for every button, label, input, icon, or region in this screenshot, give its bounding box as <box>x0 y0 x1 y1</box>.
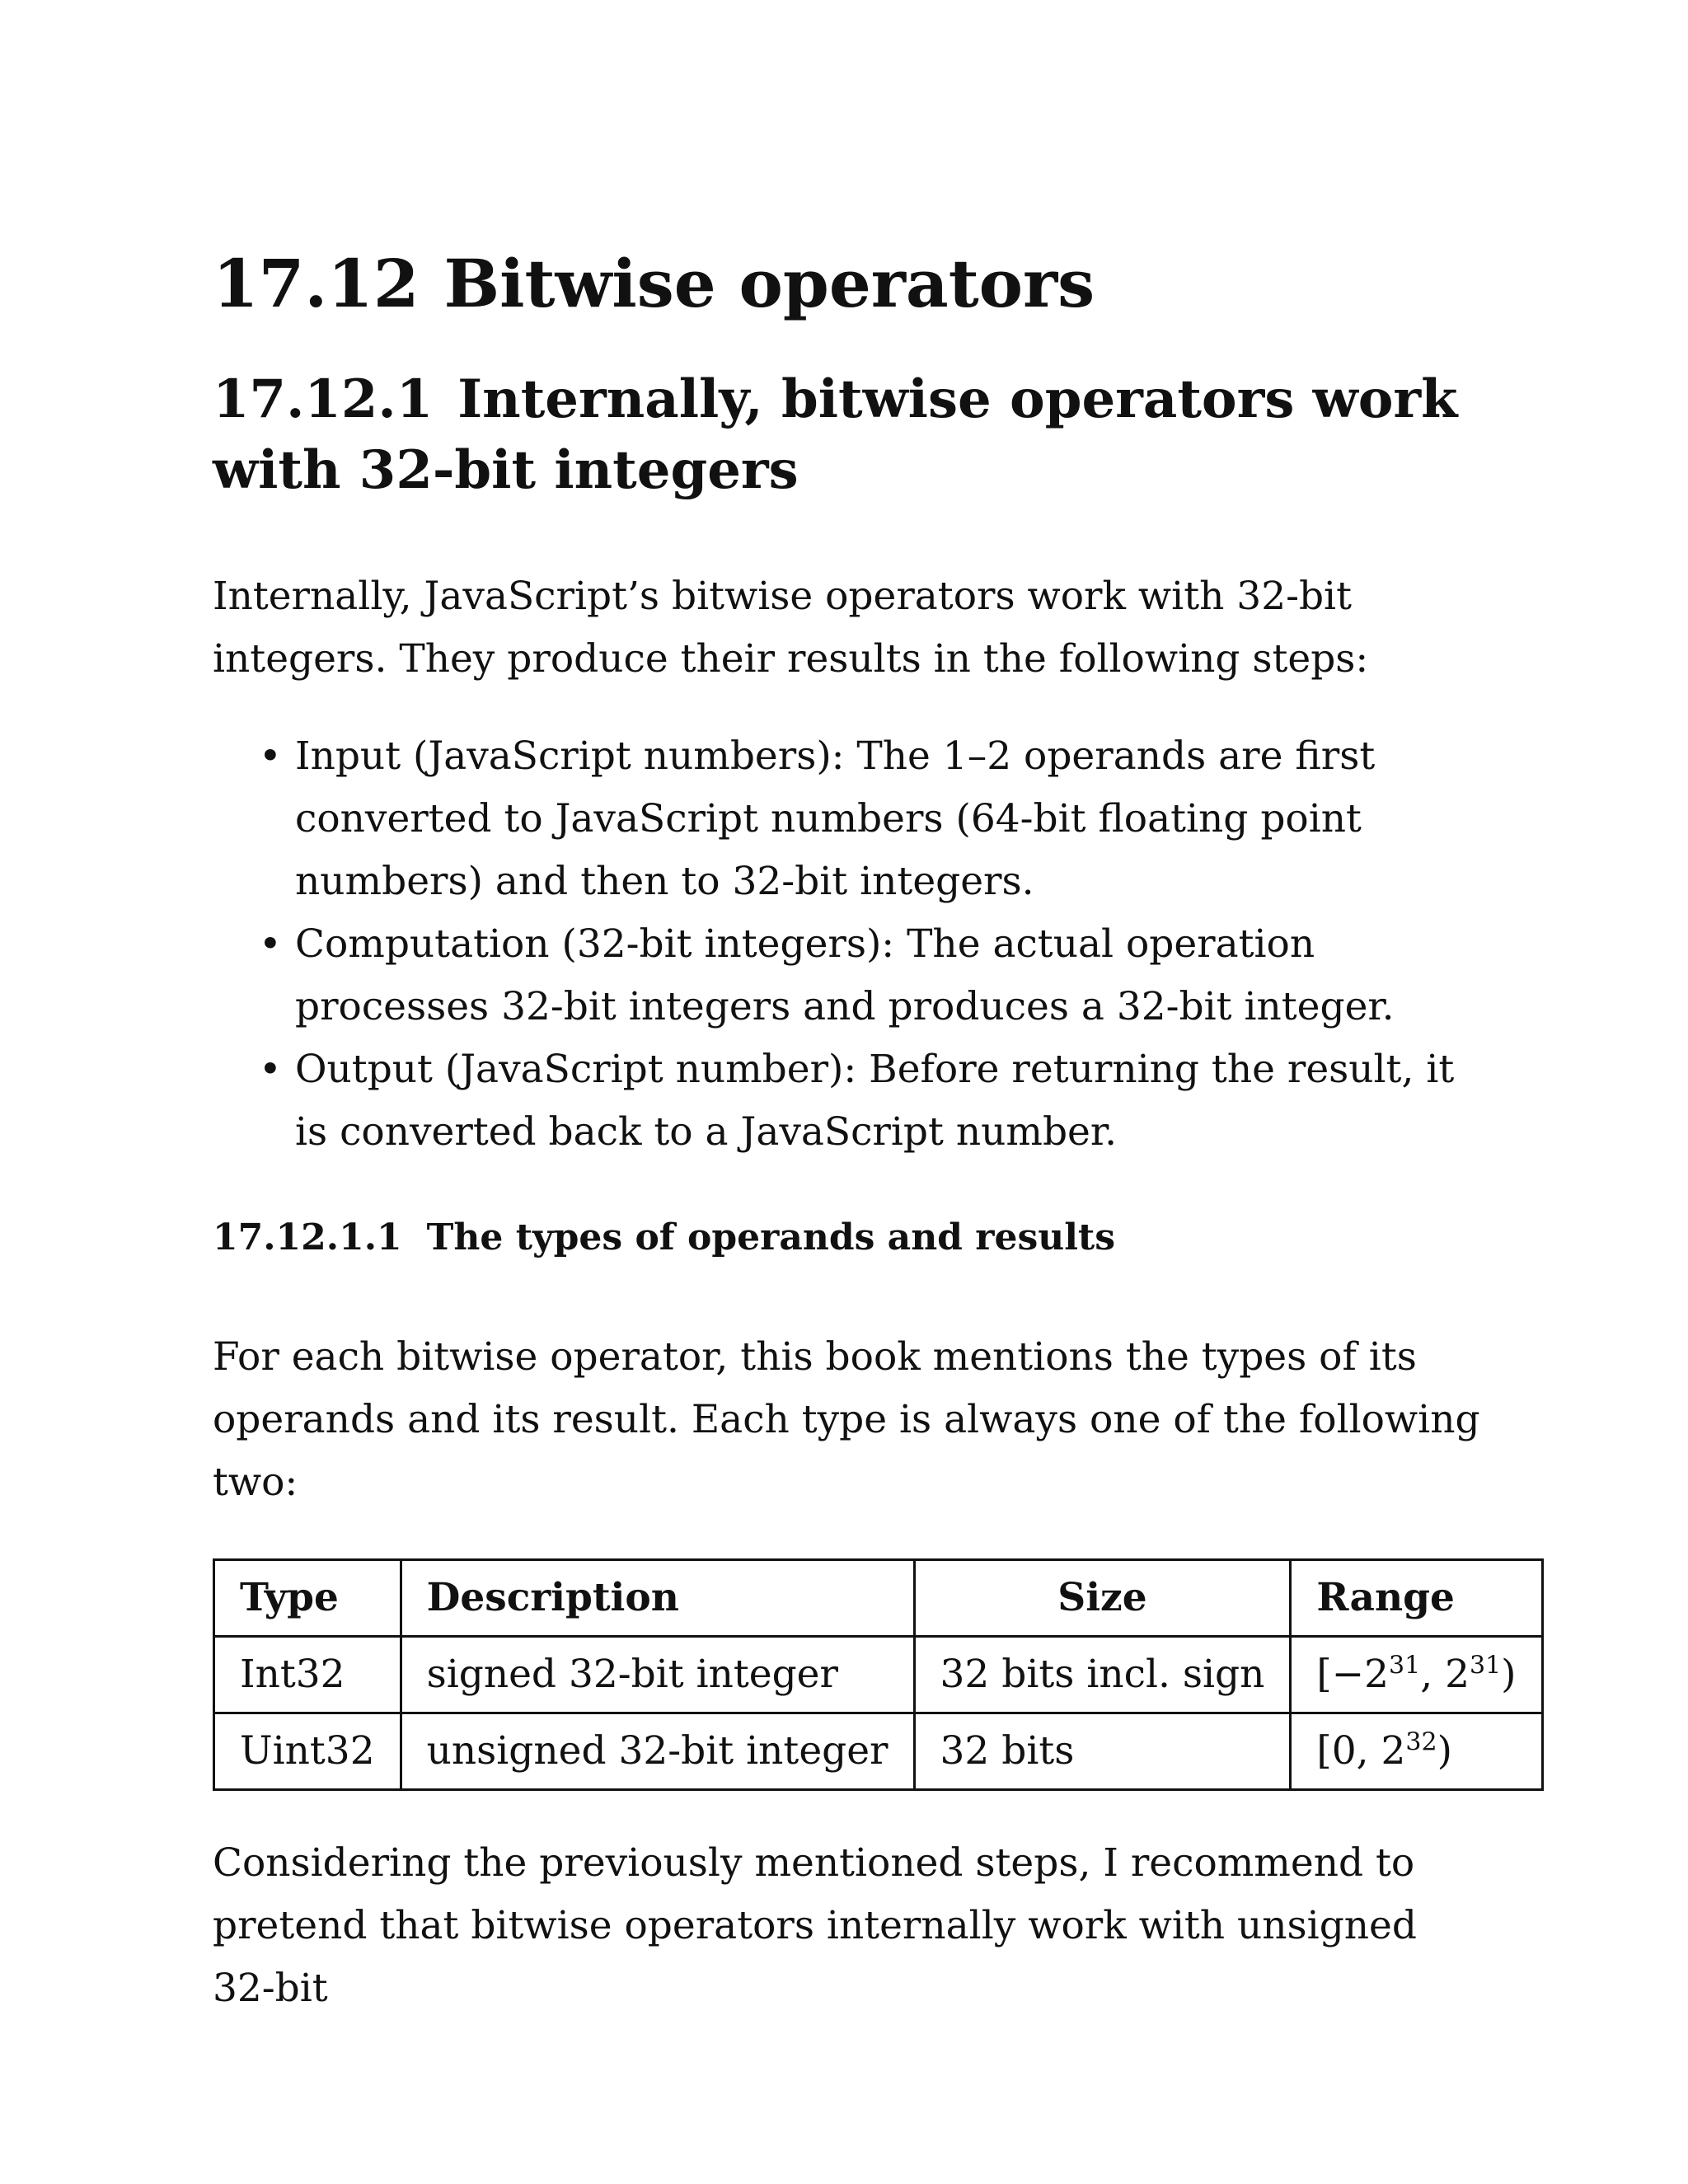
section-title: Bitwise operators <box>443 245 1095 322</box>
subsubsection-title: The types of operands and results <box>426 1216 1116 1258</box>
section-number: 17.12 <box>213 245 420 322</box>
bullet-icon: • <box>259 733 282 779</box>
table-cell-type: Int32 <box>214 1636 401 1713</box>
table-header-range: Range <box>1291 1559 1542 1636</box>
table-cell-type: Uint32 <box>214 1713 401 1789</box>
list-item <box>259 725 1490 913</box>
bullet-icon: • <box>259 921 282 967</box>
closing-paragraph: Considering the previously mentioned steps, I recommend to pretend that bitwise operators internally work with unsigned 32-bit <box>213 1840 1417 2011</box>
table-cell-description: signed 32-bit integer <box>401 1636 914 1713</box>
subsubsection-heading <box>213 1216 1482 1260</box>
list-item <box>259 913 1490 1038</box>
table-cell-description: unsigned 32-bit integer <box>401 1713 914 1789</box>
subsection-heading <box>213 364 1498 506</box>
types-table <box>213 1558 1544 1791</box>
list-item-text: Computation (32-bit integers): The actual operation processes 32-bit integers and produces a 32-bit integer. <box>295 921 1395 1029</box>
subsection-number: 17.12.1 <box>213 368 434 430</box>
list-item <box>259 1038 1490 1164</box>
subsection-title: Internally, bitwise operators work with 32-bit integers <box>213 368 1458 501</box>
table-header-row <box>214 1559 1543 1636</box>
table-row <box>214 1636 1543 1713</box>
table-header-type: Type <box>214 1559 401 1636</box>
table-header-description: Description <box>401 1559 914 1636</box>
bullet-icon: • <box>259 1047 282 1092</box>
section-heading <box>213 247 1482 320</box>
table-cell-range: [0, $2^{32}$) <box>1291 1713 1542 1789</box>
types-paragraph: For each bitwise operator, this book mentions the types of its operands and its result. Each type is always one of the following two: <box>213 1333 1480 1505</box>
table-cell-size: 32 bits incl. sign <box>914 1636 1291 1713</box>
list-item-text: Input (JavaScript numbers): The 1–2 operands are first converted to JavaScript numbers (64-bit floating point numbers) and then to 32-bit integers. <box>295 733 1376 904</box>
table-cell-range: [$-2^{31}$, $2^{31}$) <box>1291 1636 1542 1713</box>
steps-list <box>213 725 1482 1164</box>
intro-paragraph: Internally, JavaScript’s bitwise operators work with 32-bit integers. They produce their results in the following steps: <box>213 574 1369 682</box>
table-header-size: Size <box>914 1559 1291 1636</box>
subsubsection-number: 17.12.1.1 <box>213 1216 402 1258</box>
list-item-text: Output (JavaScript number): Before returning the result, it is converted back to a JavaScript number. <box>295 1047 1455 1155</box>
table-cell-size: 32 bits <box>914 1713 1291 1789</box>
page-content <box>213 245 1517 2020</box>
table-row <box>214 1713 1543 1789</box>
